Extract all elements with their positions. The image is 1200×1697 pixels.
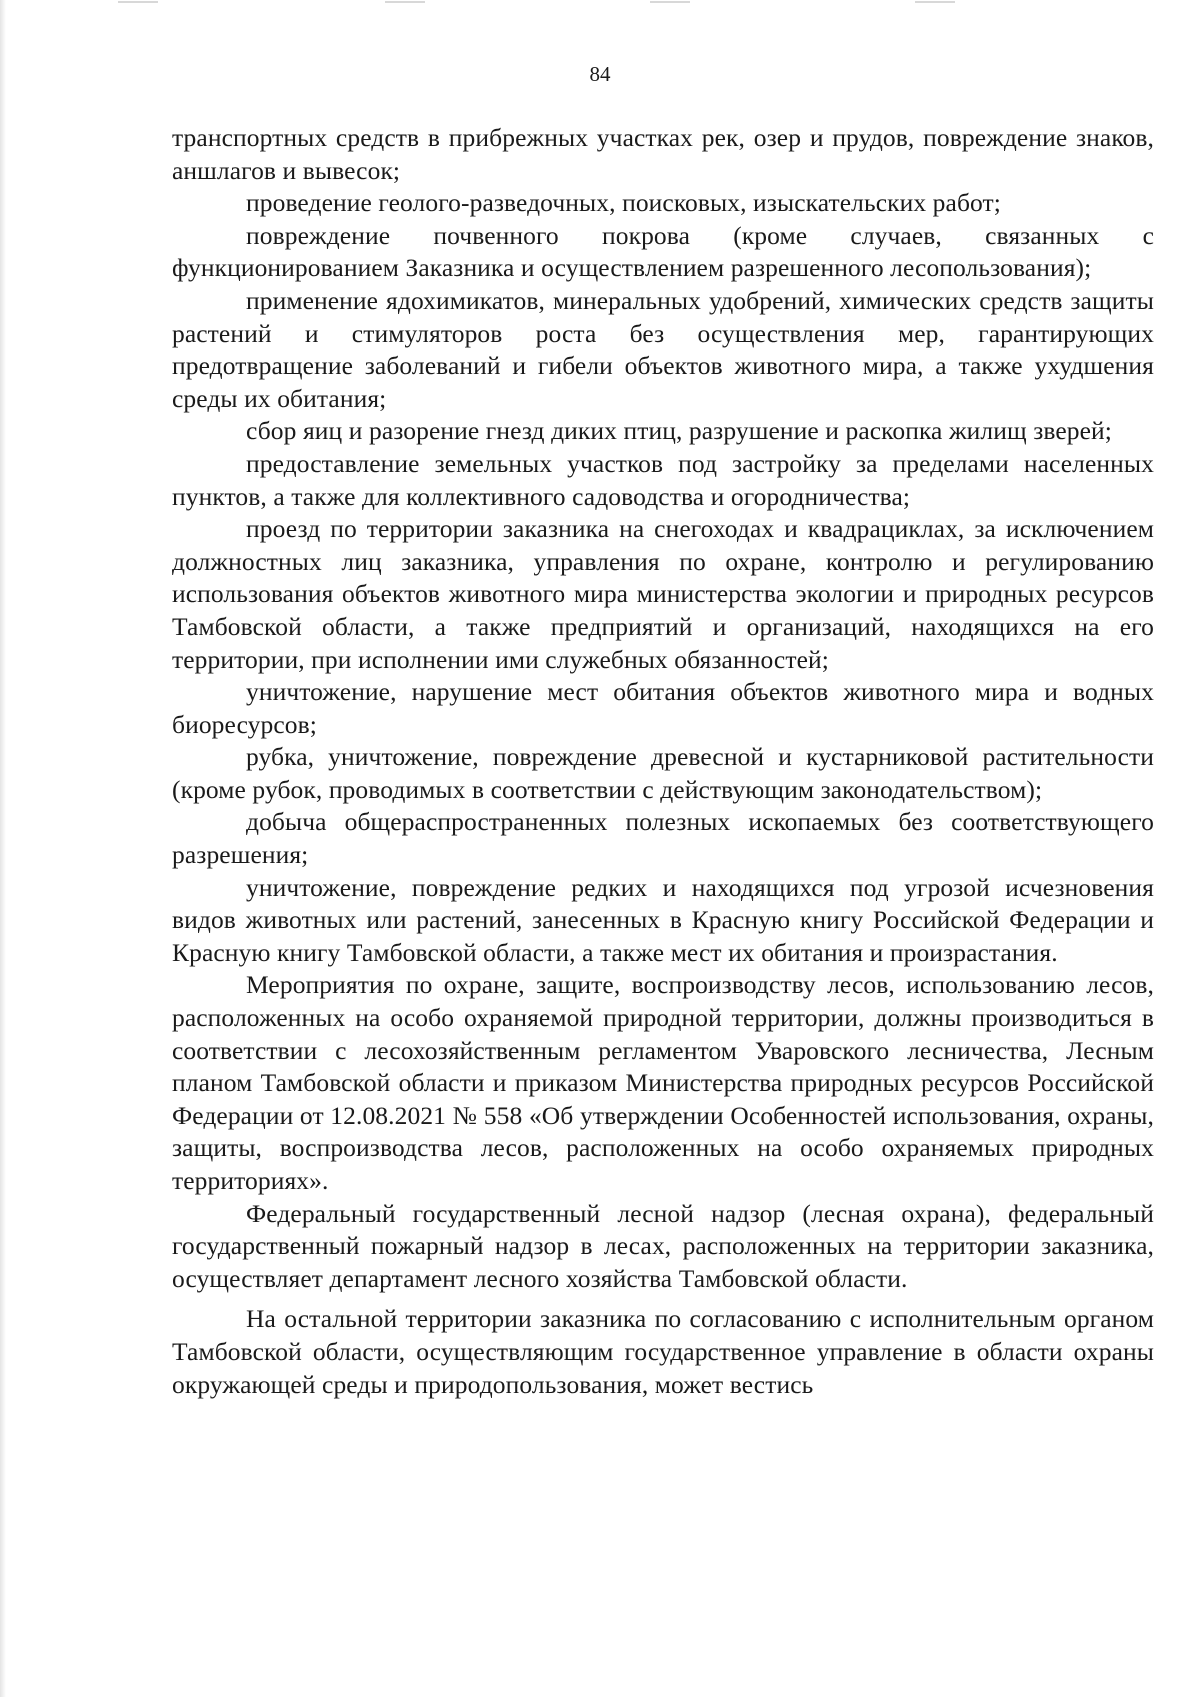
scan-edge-shadow bbox=[0, 0, 6, 1697]
page-number: 84 bbox=[589, 62, 611, 86]
paragraph: предоставление земельных участков под застройку за пределами населенных пунктов, а также для коллективного садоводства и огородничества; bbox=[172, 448, 1154, 511]
paragraph: уничтожение, нарушение мест обитания объектов животного мира и водных биоресурсов; bbox=[172, 677, 1154, 739]
paragraph: сбор яиц и разорение гнезд диких птиц, разрушение и раскопка жилищ зверей; bbox=[246, 416, 1112, 446]
paragraph: Федеральный государственный лесной надзор (лесная охрана), федеральный государственный пожарный надзор в лесах, расположенных на территории заказника, осуществляет департамент лесного хозяйства Тамбовской области. bbox=[172, 1198, 1154, 1293]
paragraph: повреждение почвенного покрова (кроме случаев, связанных с функционированием Заказника и осуществлением разрешенного лесопользования); bbox=[172, 220, 1154, 283]
document-body bbox=[172, 122, 1154, 1401]
paragraph-continuation: транспортных средств в прибрежных участках рек, озер и прудов, повреждение знаков, аншлагов и вывесок; bbox=[172, 123, 1154, 185]
paragraph: проезд по территории заказника на снегоходах и квадрациклах, за исключением должностных лиц заказника, управления по охране, контролю и регулированию использования объектов животного мира министерства экологии и природных ресурсов Тамбовской области, а также предприятий и организаций, находящихся на его территории, при исполнении ими служебных обязанностей; bbox=[172, 514, 1154, 674]
paragraph: Мероприятия по охране, защите, воспроизводству лесов, использованию лесов, расположенных на особо охраняемой природной территории, должны производиться в соответствии с лесохозяйственным регламентом Уваровского лесничества, Лесным планом Тамбовской области и приказом Министерства природных ресурсов Российской Федерации от 12.08.2021 № 558 «Об утверждении Особенностей использования, охраны, защиты, воспроизводства лесов, расположенных на особо охраняемых природных территориях». bbox=[172, 970, 1154, 1195]
paragraph: рубка, уничтожение, повреждение древесной и кустарниковой растительности (кроме рубок, проводимых в соответствии с действующим законодательством); bbox=[172, 742, 1154, 804]
paragraph: На остальной территории заказника по согласованию с исполнительным органом Тамбовской области, осуществляющим государственное управление в области охраны окружающей среды и природопользования, может вестись bbox=[172, 1304, 1154, 1399]
paragraph: применение ядохимикатов, минеральных удобрений, химических средств защиты растений и стимуляторов роста без осуществления мер, гарантирующих предотвращение заболеваний и гибели объектов животного мира, а также ухудшения среды их обитания; bbox=[172, 285, 1154, 413]
paragraph: уничтожение, повреждение редких и находящихся под угрозой исчезновения видов животных или растений, занесенных в Красную книгу Российской Федерации и Красную книгу Тамбовской области, а также мест их обитания и произрастания. bbox=[172, 872, 1154, 967]
scan-top-marks bbox=[0, 0, 1200, 6]
paragraph: проведение геолого-разведочных, поисковых, изыскательских работ; bbox=[246, 188, 1001, 218]
paragraph: добыча общераспространенных полезных ископаемых без соответствующего разрешения; bbox=[172, 807, 1154, 870]
